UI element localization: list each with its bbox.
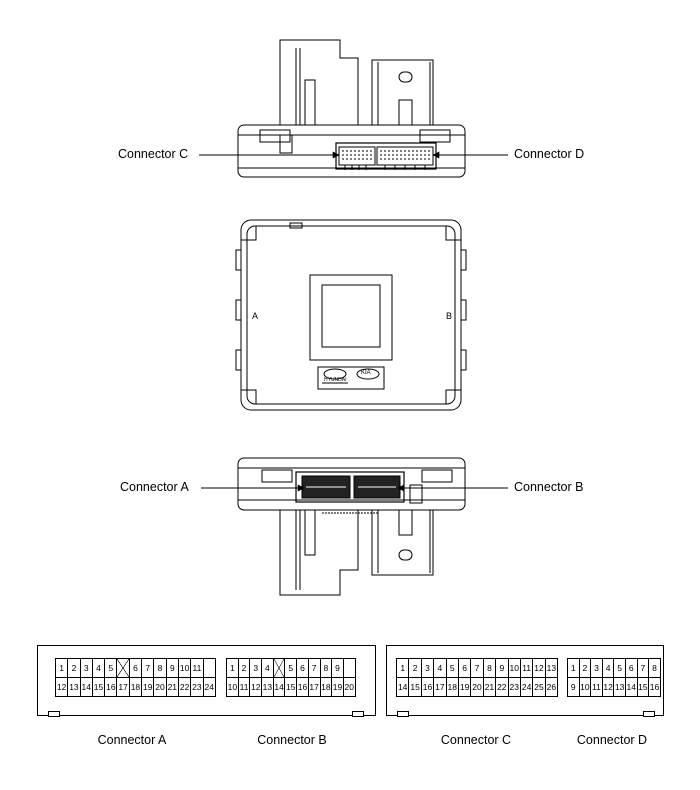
pin-number: 20 <box>154 678 166 697</box>
pin-number: 9 <box>568 678 580 697</box>
side-a-marking: A <box>252 311 259 321</box>
pin-number: 15 <box>409 678 421 697</box>
pin-number: 2 <box>68 659 80 678</box>
pin-number: 9 <box>496 659 508 678</box>
pin-number: 15 <box>285 678 297 697</box>
pin-number: 24 <box>521 678 533 697</box>
pin-number: 1 <box>397 659 409 678</box>
pin-number: 3 <box>81 659 93 678</box>
pin-number: 14 <box>397 678 409 697</box>
module-bottom-view <box>238 458 465 595</box>
pin-number: 21 <box>167 678 179 697</box>
pin-number: 8 <box>484 659 496 678</box>
pin-number: 10 <box>179 659 191 678</box>
pin-number: 23 <box>509 678 521 697</box>
pin-number: 18 <box>447 678 459 697</box>
pin-number: 15 <box>638 678 650 697</box>
pin-number: 14 <box>626 678 638 697</box>
pin-number: 12 <box>56 678 68 697</box>
brand-logo-text: HYUNDAI <box>324 377 347 383</box>
pin-number: 2 <box>239 659 251 678</box>
pin-number: 16 <box>297 678 309 697</box>
pin-number: 19 <box>332 678 344 697</box>
pin-number: 10 <box>509 659 521 678</box>
caption-connector-b: Connector B <box>257 733 327 747</box>
pin-blank <box>344 659 356 678</box>
pinout-connector-b <box>226 658 356 697</box>
pin-number: 14 <box>81 678 93 697</box>
module-top-view <box>238 40 465 177</box>
pinout-connector-d <box>567 658 661 697</box>
pin-number: 19 <box>459 678 471 697</box>
pin-number: 24 <box>204 678 216 697</box>
pin-blank <box>204 659 216 678</box>
pin-number: 5 <box>447 659 459 678</box>
pin-number: 8 <box>649 659 661 678</box>
side-b-marking: B <box>446 311 453 321</box>
pin-number: 12 <box>250 678 262 697</box>
pinout-box-cd <box>386 645 664 716</box>
pin-number: 13 <box>546 659 558 678</box>
pin-number: 16 <box>422 678 434 697</box>
pin-number: 10 <box>227 678 239 697</box>
pin-number: 22 <box>179 678 191 697</box>
latch-tab <box>352 711 364 717</box>
pin-number: 19 <box>142 678 154 697</box>
pin-number: 7 <box>142 659 154 678</box>
pin-number: 21 <box>484 678 496 697</box>
pin-number: 7 <box>309 659 321 678</box>
pin-number: 26 <box>546 678 558 697</box>
pin-number: 18 <box>130 678 142 697</box>
pin-number: 4 <box>434 659 446 678</box>
pin-number: 6 <box>626 659 638 678</box>
pin-number: 8 <box>154 659 166 678</box>
pin-number: 6 <box>130 659 142 678</box>
pin-number: 1 <box>568 659 580 678</box>
pinout-connector-c <box>396 658 558 697</box>
pin-number: 4 <box>603 659 615 678</box>
pin-number: 11 <box>591 678 603 697</box>
label-connector-b: Connector B <box>514 480 584 494</box>
pin-number: 3 <box>422 659 434 678</box>
pin-number: 11 <box>239 678 251 697</box>
pin-number: 25 <box>533 678 545 697</box>
caption-connector-a: Connector A <box>97 733 167 747</box>
pin-number: 9 <box>332 659 344 678</box>
pin-number: 12 <box>603 678 615 697</box>
pin-number: 14 <box>274 678 286 697</box>
label-connector-c: Connector C <box>118 147 189 161</box>
pin-number: 23 <box>191 678 203 697</box>
latch-tab <box>48 711 60 717</box>
pin-number: 3 <box>250 659 262 678</box>
pin-number: 1 <box>56 659 68 678</box>
pin-number: 17 <box>309 678 321 697</box>
pin-number: 3 <box>591 659 603 678</box>
pin-number: 2 <box>409 659 421 678</box>
pin-number: 20 <box>471 678 483 697</box>
pin-number: 17 <box>117 678 129 697</box>
pin-number: 1 <box>227 659 239 678</box>
pin-number: 13 <box>68 678 80 697</box>
pin-keyway <box>274 659 286 678</box>
pin-number: 5 <box>285 659 297 678</box>
pin-number: 6 <box>459 659 471 678</box>
pin-number: 5 <box>105 659 117 678</box>
pin-number: 13 <box>614 678 626 697</box>
pin-number: 8 <box>321 659 333 678</box>
pin-keyway <box>117 659 129 678</box>
latch-tab <box>643 711 655 717</box>
label-connector-d: Connector D <box>514 147 585 161</box>
pin-number: 7 <box>638 659 650 678</box>
pin-number: 7 <box>471 659 483 678</box>
pin-number: 15 <box>93 678 105 697</box>
pin-number: 16 <box>649 678 661 697</box>
caption-connector-d: Connector D <box>576 733 648 747</box>
pin-number: 10 <box>580 678 592 697</box>
pin-number: 2 <box>580 659 592 678</box>
pin-number: 18 <box>321 678 333 697</box>
pin-number: 17 <box>434 678 446 697</box>
label-connector-a: Connector A <box>120 480 189 494</box>
module-face-view <box>236 220 466 410</box>
pin-number: 20 <box>344 678 356 697</box>
pinout-connector-a <box>55 658 216 697</box>
pin-number: 16 <box>105 678 117 697</box>
caption-connector-c: Connector C <box>440 733 512 747</box>
pin-number: 11 <box>191 659 203 678</box>
pin-number: 4 <box>262 659 274 678</box>
pin-number: 9 <box>167 659 179 678</box>
latch-tab <box>397 711 409 717</box>
pin-number: 4 <box>93 659 105 678</box>
pin-number: 11 <box>521 659 533 678</box>
pin-number: 22 <box>496 678 508 697</box>
pin-number: 13 <box>262 678 274 697</box>
pin-number: 6 <box>297 659 309 678</box>
brand-logo-text-2: KIA <box>361 370 371 376</box>
pin-number: 12 <box>533 659 545 678</box>
pin-number: 5 <box>614 659 626 678</box>
pinout-box-ab <box>37 645 376 716</box>
